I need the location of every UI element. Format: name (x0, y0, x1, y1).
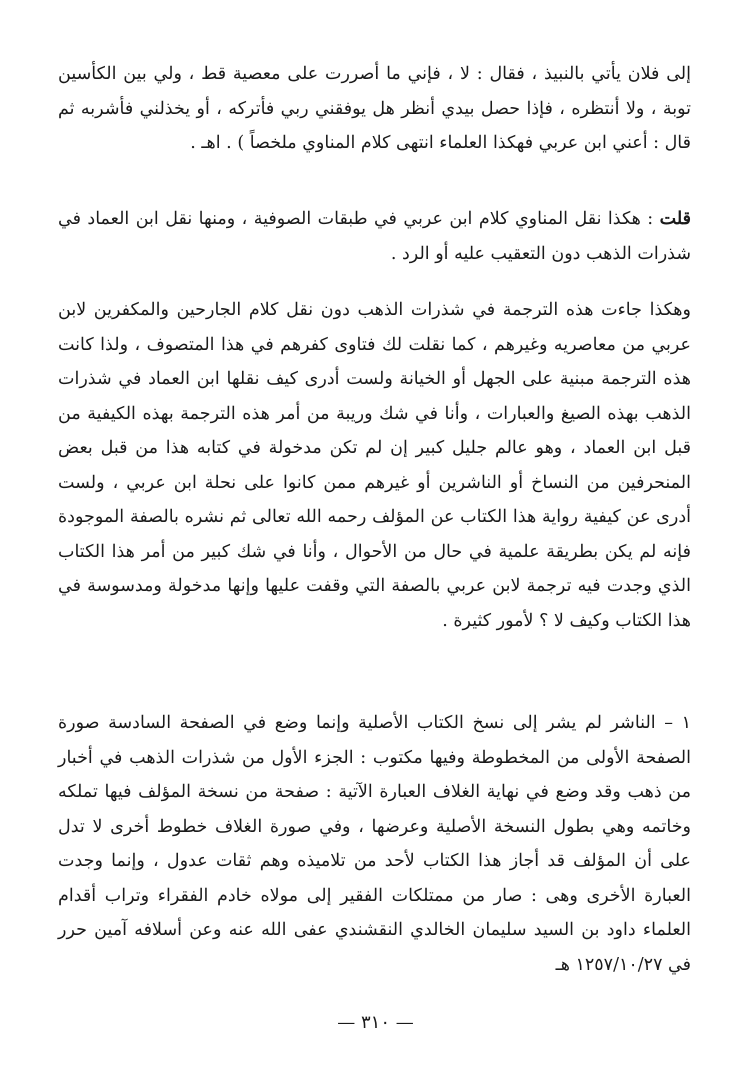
paragraph-note (58, 202, 691, 271)
paragraph-point-one (58, 706, 691, 982)
paragraph-quote-ending (58, 57, 691, 161)
note-label: قلت (659, 209, 691, 229)
paragraph-text: : هكذا نقل المناوي كلام ابن عربي في طبقات الصوفية ، ومنها نقل ابن العماد في شذرات الذهب دون التعقيب عليه أو الرد . (58, 209, 691, 264)
paragraph-text: ١ – الناشر لم يشر إلى نسخ الكتاب الأصلية وإنما وضع في الصفحة السادسة صورة الصفحة الأولى من المخطوطة وفيها مكتوب : الجزء الأول من شذرات الذهب في أخبار من ذهب وقد وضع في نهاية الغلاف العبارة الآتية : صفحة من نسخة المؤلف فيها تملكه وخاتمه وهي بطول النسخة الأصلية وعرضها ، وفي صورة الغلاف خطوط أخرى لا تدل على أن المؤلف قد أجاز هذا الكتاب لأحد من تلاميذه وهم ثقات عدول ، وإنما وجدت العبارة الأخرى وهى : صار من ممتلكات الفقير إلى مولاه خادم الفقراء وتراب أقدام العلماء داود بن السيد سليمان الخالدي النقشندي عفى الله عنه وعن أسلافه آمين حرر في ١٢٥٧/١٠/٢٧ هـ (58, 713, 691, 975)
paragraph-text: إلى فلان يأتي بالنبيذ ، فقال : لا ، فإني ما أصررت على معصية قط ، ولي بين الكأسين توبة ، ولا أنتظره ، فإذا حصل بيدي أنظر هل يوفقني ربي فأتركه ، أو يخذلني فأشربه ثم قال : أعني ابن عربي فهكذا العلماء انتهى كلام المناوي ملخصاً ) . اهـ . (58, 64, 691, 153)
paragraph-discussion (58, 293, 691, 638)
page-number: — ٣١٠ — (337, 1012, 414, 1033)
paragraph-text: وهكذا جاءت هذه الترجمة في شذرات الذهب دون نقل كلام الجارحين والمكفرين لابن عربي من معاصريه وغيرهم ، كما نقلت لك فتاوى كفرهم في هذا المتصوف ، ولذا كانت هذه الترجمة مبنية على الجهل أو الخيانة ولست أدرى كيف نقلها ابن العماد في شذرات الذهب بهذه الصيغ والعبارات ، وأنا في شك وريبة من أمر هذه الترجمة بهذه الكيفية من قبل ابن العماد ، وهو عالم جليل كبير إن لم تكن مدخولة في كتابه هذا من قبل بعض المنحرفين من النساخ أو الناشرين أو غيرهم ممن كانوا على نحلة ابن عربي ، ولست أدرى عن كيفية رواية هذا الكتاب عن المؤلف رحمه الله تعالى ثم نشره بالصفة الموجودة فإنه لم يكن بطريقة علمية في حال من الأحوال ، وأنا في شك كبير من أمر هذا الكتاب الذي وجدت فيه ترجمة لابن عربي بالصفة التي وقفت عليها وإنها مدخولة ومدسوسة في هذا الكتاب وكيف لا ؟ لأمور كثيرة . (58, 300, 691, 631)
